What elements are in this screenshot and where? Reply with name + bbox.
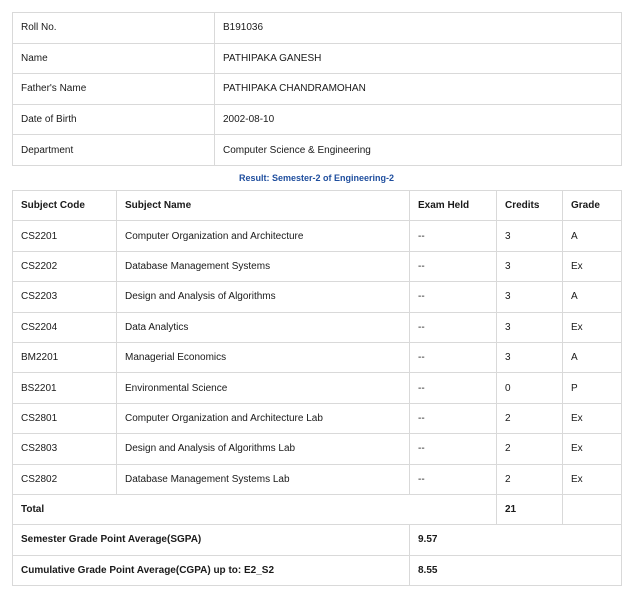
sgpa-value: 9.57 <box>410 525 622 555</box>
sgpa-label: Semester Grade Point Average(SGPA) <box>13 525 410 555</box>
grade: Ex <box>563 464 622 494</box>
subject-row <box>13 251 622 281</box>
subject-code: CS2203 <box>13 282 117 312</box>
roll-row <box>13 13 622 44</box>
cgpa-row <box>13 555 622 585</box>
subject-name: Computer Organization and Architecture Lab <box>117 403 410 433</box>
subject-name: Computer Organization and Architecture <box>117 221 410 251</box>
subject-code: CS2803 <box>13 434 117 464</box>
subject-code: CS2802 <box>13 464 117 494</box>
exam-held: -- <box>410 464 497 494</box>
exam-held: -- <box>410 373 497 403</box>
name-value: PATHIPAKA GANESH <box>215 43 622 74</box>
grade: P <box>563 373 622 403</box>
subject-name: Design and Analysis of Algorithms Lab <box>117 434 410 464</box>
subject-row <box>13 221 622 251</box>
credits: 3 <box>497 342 563 372</box>
subject-row <box>13 312 622 342</box>
dob-value: 2002-08-10 <box>215 104 622 135</box>
grade: Ex <box>563 251 622 281</box>
grade: Ex <box>563 312 622 342</box>
credits: 2 <box>497 434 563 464</box>
subject-row <box>13 342 622 372</box>
department-label: Department <box>13 135 215 166</box>
header-subject-name: Subject Name <box>117 191 410 221</box>
subject-code: CS2202 <box>13 251 117 281</box>
department-row <box>13 135 622 166</box>
subject-code: BS2201 <box>13 373 117 403</box>
subject-name: Database Management Systems Lab <box>117 464 410 494</box>
header-subject-code: Subject Code <box>13 191 117 221</box>
credits: 3 <box>497 251 563 281</box>
department-value: Computer Science & Engineering <box>215 135 622 166</box>
grade: A <box>563 342 622 372</box>
subject-name: Data Analytics <box>117 312 410 342</box>
total-label: Total <box>13 494 497 524</box>
grade-rows <box>13 221 622 495</box>
credits: 2 <box>497 464 563 494</box>
exam-held: -- <box>410 312 497 342</box>
credits: 0 <box>497 373 563 403</box>
father-row <box>13 74 622 105</box>
subject-row <box>13 464 622 494</box>
exam-held: -- <box>410 221 497 251</box>
subject-code: BM2201 <box>13 342 117 372</box>
header-exam-held: Exam Held <box>410 191 497 221</box>
subject-name: Managerial Economics <box>117 342 410 372</box>
grades-header-row <box>13 191 622 221</box>
header-credits: Credits <box>497 191 563 221</box>
father-value: PATHIPAKA CHANDRAMOHAN <box>215 74 622 105</box>
father-label: Father's Name <box>13 74 215 105</box>
student-info-table <box>12 12 622 166</box>
total-credits: 21 <box>497 494 563 524</box>
sgpa-row <box>13 525 622 555</box>
credits: 3 <box>497 221 563 251</box>
header-grade: Grade <box>563 191 622 221</box>
grade: A <box>563 221 622 251</box>
subject-code: CS2204 <box>13 312 117 342</box>
subject-code: CS2801 <box>13 403 117 433</box>
subject-row <box>13 434 622 464</box>
cgpa-label: Cumulative Grade Point Average(CGPA) up to: E2_S2 <box>13 555 410 585</box>
grade: Ex <box>563 434 622 464</box>
roll-value: B191036 <box>215 13 622 44</box>
credits: 3 <box>497 282 563 312</box>
grade: Ex <box>563 403 622 433</box>
name-row <box>13 43 622 74</box>
total-row <box>13 494 622 524</box>
subject-name: Design and Analysis of Algorithms <box>117 282 410 312</box>
cgpa-value: 8.55 <box>410 555 622 585</box>
total-grade-empty <box>563 494 622 524</box>
grades-table <box>12 190 622 586</box>
result-title: Result: Semester-2 of Engineering-2 <box>238 173 395 183</box>
name-label: Name <box>13 43 215 74</box>
subject-row <box>13 403 622 433</box>
exam-held: -- <box>410 251 497 281</box>
subject-row <box>13 373 622 403</box>
dob-row <box>13 104 622 135</box>
subject-name: Database Management Systems <box>117 251 410 281</box>
exam-held: -- <box>410 434 497 464</box>
subject-name: Environmental Science <box>117 373 410 403</box>
exam-held: -- <box>410 282 497 312</box>
credits: 3 <box>497 312 563 342</box>
exam-held: -- <box>410 403 497 433</box>
roll-label: Roll No. <box>13 13 215 44</box>
subject-code: CS2201 <box>13 221 117 251</box>
grade: A <box>563 282 622 312</box>
credits: 2 <box>497 403 563 433</box>
subject-row <box>13 282 622 312</box>
exam-held: -- <box>410 342 497 372</box>
dob-label: Date of Birth <box>13 104 215 135</box>
